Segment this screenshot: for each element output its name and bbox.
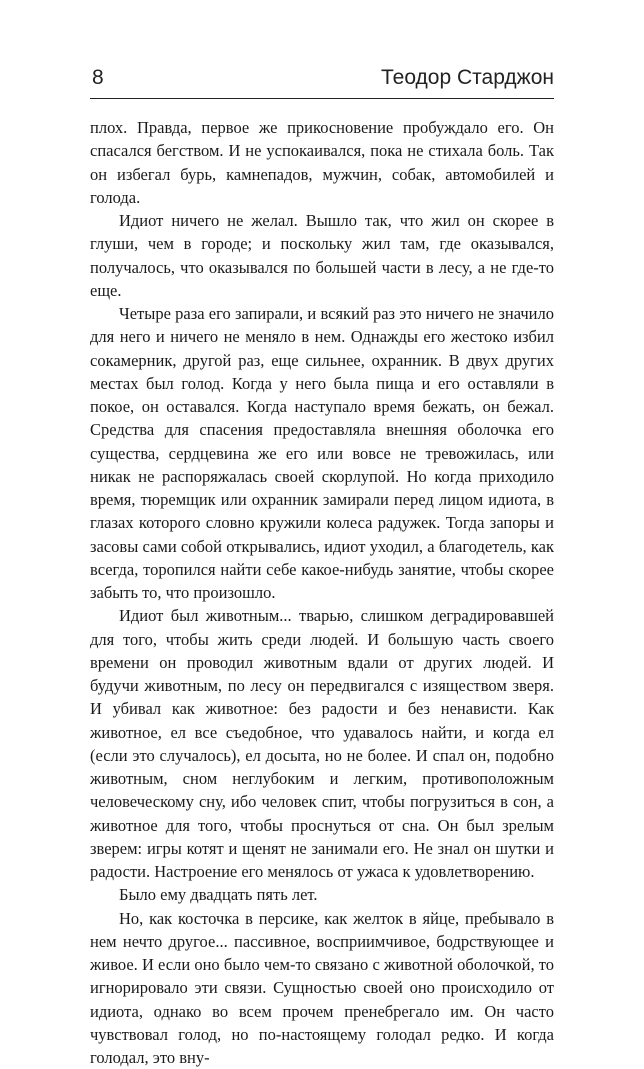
paragraph: Но, как косточка в персике, как желток в яйце, пребывало в нем нечто другое... пассивное, восприимчивое, бодрствующее и живое. И если оно было чем-то связано с животной оболочкой, то игнорировало эти связи. Сущностью своей оно происходило от идиота, однако во всем прочем пренебрегало им. Он часто чувствовал голод, но по-настоящему голодал редко. И когда голодал, это вну- (90, 907, 554, 1069)
page-number: 8 (92, 66, 104, 90)
paragraph: Было ему двадцать пять лет. (90, 883, 554, 906)
running-title: Теодор Старджон (381, 66, 554, 90)
paragraph: Идиот ничего не желал. Вышло так, что жил он скорее в глуши, чем в городе; и поскольку жил там, где оказывался, получалось, что оказывался по большей части в лесу, а не где-то еще. (90, 209, 554, 302)
running-header (90, 62, 554, 99)
page-body (90, 116, 554, 1069)
paragraph: Идиот был животным... тварью, слишком деградировавшей для того, чтобы жить среди людей. И большую часть своего времени он проводил животным вдали от других людей. И будучи животным, по лесу он передвигался с изяществом зверя. И убивал как животное: без радости и без ненависти. Как животное, ел все съедобное, что удавалось найти, и когда ел (если это случалось), ел досыта, но не более. И спал он, подобно животным, сном неглубоким и легким, противоположным человеческому сну, ибо человек спит, чтобы погрузиться в сон, а животное для того, чтобы проснуться от сна. Он был зрелым зверем: игры котят и щенят не занимали его. Не знал он шутки и радости. Настроение его менялось от ужаса к удовлетворению. (90, 604, 554, 883)
paragraph: плох. Правда, первое же прикосновение пробуждало его. Он спасался бегством. И не успокаивался, пока не стихала боль. Так он избегал бурь, камнепадов, мужчин, собак, автомобилей и голода. (90, 116, 554, 209)
paragraph: Четыре раза его запирали, и всякий раз это ничего не значило для него и ничего не меняло в нем. Однажды его жестоко избил сокамерник, другой раз, еще сильнее, охранник. В двух других местах был голод. Когда у него была пища и его оставляли в покое, он оставался. Когда наступало время бежать, он бежал. Средства для спасения предоставляла внешняя оболочка его существа, сердцевина же его или вовсе не тревожилась, или никак не распоряжалась своей скорлупой. Но когда приходило время, тюремщик или охранник замирали перед лицом идиота, в глазах которого словно кружили колеса радужек. Тогда запоры и засовы сами собой открывались, идиот уходил, а благодетель, как всегда, торопился найти себе какое-нибудь занятие, чтобы скорее забыть то, что произошло. (90, 302, 554, 604)
